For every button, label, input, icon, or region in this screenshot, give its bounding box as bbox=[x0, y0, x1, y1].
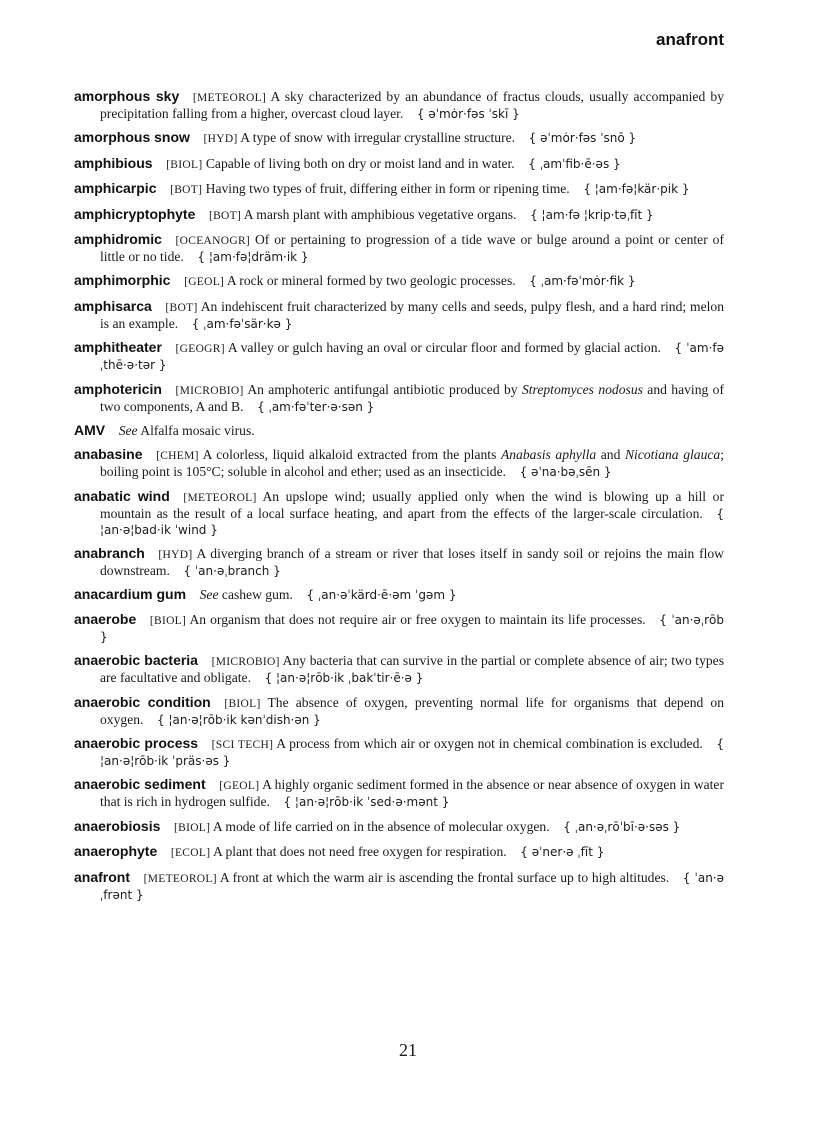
entry-field-label: [HYD] bbox=[203, 133, 238, 146]
entry-field-label: [CHEM] bbox=[156, 450, 199, 463]
entry-pronunciation: { əˈner·ə ˌfīt } bbox=[520, 845, 605, 860]
entry-pronunciation: { ¦an·ə¦rōb·ik kənˈdish·ən } bbox=[157, 712, 321, 727]
entry-headword: anabranch bbox=[74, 545, 145, 562]
entry-see-target: Alfalfa mosaic virus. bbox=[140, 422, 255, 438]
entry-pronunciation: { ˈan·əˌbranch } bbox=[183, 564, 281, 579]
entry-pronunciation: { ˌam·fəˈter·ə·sən } bbox=[257, 399, 375, 414]
dictionary-entry bbox=[74, 694, 724, 728]
entry-field-label: [BIOL] bbox=[166, 158, 203, 171]
entry-headword: amphicryptophyte bbox=[74, 205, 196, 222]
entry-taxon: Anabasis aphylla bbox=[500, 447, 597, 463]
entry-headword: amphitheater bbox=[74, 339, 162, 356]
entry-see-target: cashew gum. bbox=[221, 587, 293, 603]
entry-field-label: [MICROBIO] bbox=[175, 384, 244, 397]
entry-headword: amphidromic bbox=[74, 230, 162, 247]
entry-headword: anacardium gum bbox=[74, 586, 187, 603]
entry-definition: An amphoteric antifungal antibiotic produced by bbox=[247, 381, 522, 397]
entry-pronunciation: { əˈna·bəˌsēn } bbox=[519, 465, 612, 480]
entry-pronunciation: { ˌan·əˌrōˈbī·ə·səs } bbox=[563, 819, 681, 834]
entry-pronunciation: { ˌan·əˈkärd·ē·əm ˈgəm } bbox=[306, 588, 457, 603]
entry-pronunciation: { ¦an·ə¦rōb·ik ˈsed·ə·mənt } bbox=[283, 795, 450, 810]
entry-field-label: [GEOL] bbox=[219, 780, 260, 793]
dictionary-entry bbox=[74, 129, 724, 147]
entry-definition: Having two types of fruit, differing either in form or ripening time. bbox=[205, 181, 570, 197]
entry-definition: Capable of living both on dry or moist land and in water. bbox=[205, 155, 515, 171]
entry-definition: A valley or gulch having an oval or circular floor and formed by glacial action. bbox=[227, 340, 661, 356]
entry-definition: Any bacteria that can survive in the partial or complete absence of air; two types are facultative and obligate. bbox=[100, 653, 724, 686]
entry-pronunciation: { ˈan·əˌfrənt } bbox=[100, 870, 724, 902]
dictionary-entry bbox=[74, 446, 724, 480]
dictionary-entry bbox=[74, 611, 724, 645]
entry-field-label: [BIOL] bbox=[149, 614, 187, 627]
entry-field-label: [METEOROL] bbox=[143, 872, 217, 885]
entry-field-label: [GEOL] bbox=[184, 276, 225, 289]
entry-taxon: Streptomyces nodosus bbox=[521, 381, 643, 397]
dictionary-entry bbox=[74, 776, 724, 810]
entry-definition: A diverging branch of a stream or river that loses itself in sandy soil or rejoins the main flow downstream. bbox=[100, 546, 724, 579]
dictionary-entry bbox=[74, 488, 724, 538]
entry-definition: A marsh plant with amphibious vegetative organs. bbox=[243, 206, 517, 222]
entry-headword: anaerobic sediment bbox=[74, 776, 206, 793]
entry-headword: amphotericin bbox=[74, 380, 162, 397]
dictionary-entry bbox=[74, 545, 724, 579]
entry-definition: and having of two components, A and B. bbox=[100, 381, 724, 414]
entry-pronunciation: { ¦an·ə¦bad·ik ˈwind } bbox=[100, 506, 724, 537]
entry-definition: A mode of life carried on in the absence of molecular oxygen. bbox=[212, 818, 550, 834]
entry-taxon: Nicotiana glauca bbox=[624, 447, 721, 463]
entry-pronunciation: { əˈmȯr·fəs ˈskī } bbox=[416, 107, 520, 121]
entry-field-label: [BOT] bbox=[165, 301, 198, 314]
entry-definition: ; boiling point is 105°C; soluble in alcohol and ether; used as an insecticide. bbox=[100, 447, 724, 480]
dictionary-entry bbox=[74, 869, 724, 903]
dictionary-entry bbox=[74, 586, 724, 603]
entry-definition: An indehiscent fruit characterized by many cells and seeds, pulpy flesh, and a hard rind; melon is an example. bbox=[100, 298, 724, 331]
entry-pronunciation: { ¦an·ə¦rōb·ik ˌbakˈtir·ē·ə } bbox=[264, 671, 424, 686]
entry-definition: An upslope wind; usually applied only when the wind is blowing up a hill or mountain as the result of a local surface heating, and apart from the effects of the larger-scale circulation. bbox=[100, 488, 724, 521]
entry-field-label: [MICROBIO] bbox=[211, 656, 280, 669]
entry-definition: A type of snow with irregular crystalline structure. bbox=[240, 130, 516, 146]
entry-pronunciation: { ¦am·fə ¦krip·təˌfīt } bbox=[530, 207, 654, 222]
entry-definition: Of or pertaining to progression of a tide wave or bulge around a point or center of little or no tide. bbox=[100, 231, 724, 264]
entry-pronunciation: { əˈmȯr·fəs ˈsnō } bbox=[528, 131, 637, 146]
entry-headword: anaerobic bacteria bbox=[74, 652, 198, 669]
entry-field-label: [GEOGR] bbox=[175, 343, 225, 356]
entry-field-label: [BOT] bbox=[170, 184, 203, 197]
dictionary-entry bbox=[74, 298, 724, 332]
entry-headword: amphisarca bbox=[74, 297, 152, 314]
entry-headword: anaerobiosis bbox=[74, 817, 161, 834]
entry-headword: anaerobic condition bbox=[74, 693, 211, 710]
entry-see-label: See bbox=[118, 422, 138, 438]
entry-field-label: [METEOROL] bbox=[183, 491, 257, 504]
dictionary-entry bbox=[74, 422, 724, 439]
entry-headword: anabasine bbox=[74, 446, 143, 463]
entry-definition: A rock or mineral formed by two geologic processes. bbox=[226, 273, 516, 289]
page-number: 21 bbox=[399, 1040, 417, 1060]
dictionary-entry bbox=[74, 381, 724, 415]
entry-definition: A sky characterized by an abundance of fractus clouds, usually accompanied by precipitation falling from a higher, overcast cloud layer. bbox=[100, 89, 725, 121]
entry-field-label: [METEOROL] bbox=[192, 92, 267, 104]
entry-definition: and bbox=[596, 447, 625, 463]
entry-pronunciation: { ˌam·fəˈmȯr·fik } bbox=[529, 274, 636, 289]
dictionary-entry bbox=[74, 180, 724, 198]
dictionary-entry bbox=[74, 88, 724, 122]
entry-definition: A plant that does not need free oxygen for respiration. bbox=[212, 844, 507, 860]
entry-field-label: [SCI TECH] bbox=[211, 739, 274, 752]
entry-definition: A colorless, liquid alkaloid extracted from the plants bbox=[202, 447, 501, 463]
entry-definition: A highly organic sediment formed in the absence or near absence of oxygen in water that is rich in hydrogen sulfide. bbox=[100, 777, 724, 810]
entry-pronunciation: { ˈam·fəˌthē·ə·tər } bbox=[100, 341, 725, 373]
entry-see-label: See bbox=[199, 587, 219, 603]
entry-definition: A process from which air or oxygen not in chemical combination is excluded. bbox=[276, 736, 703, 752]
entry-definition: A front at which the warm air is ascending the frontal surface up to high altitudes. bbox=[219, 869, 670, 885]
entry-headword: amorphous sky bbox=[74, 88, 180, 104]
entry-headword: amphibious bbox=[74, 154, 153, 171]
entry-pronunciation: { ¦an·ə¦rōb·ik ˈpräs·əs } bbox=[100, 737, 725, 769]
entry-field-label: [OCEANOGR] bbox=[175, 234, 251, 247]
entry-headword: amorphous snow bbox=[74, 129, 190, 146]
dictionary-entry bbox=[74, 339, 724, 373]
entry-headword: anabatic wind bbox=[74, 487, 170, 504]
dictionary-entry bbox=[74, 272, 724, 290]
entry-field-label: [BIOL] bbox=[173, 821, 211, 834]
entry-headword: anaerophyte bbox=[74, 843, 158, 860]
dictionary-entry bbox=[74, 843, 724, 861]
entry-field-label: [BIOL] bbox=[224, 697, 261, 710]
entry-pronunciation: { ˈan·əˌrōb } bbox=[100, 612, 724, 644]
entry-definition: An organism that does not require air or free oxygen to maintain its life processes. bbox=[189, 611, 646, 627]
running-head: anafront bbox=[656, 30, 724, 49]
entry-definition: The absence of oxygen, preventing normal life for organisms that depend on oxygen. bbox=[100, 694, 725, 727]
entry-headword: amphicarpic bbox=[74, 180, 157, 197]
entry-field-label: [HYD] bbox=[158, 549, 193, 562]
entry-headword: anaerobic process bbox=[74, 735, 199, 752]
dictionary-entry bbox=[74, 818, 724, 836]
entry-headword: anaerobe bbox=[74, 610, 137, 627]
dictionary-entry bbox=[74, 652, 724, 686]
entry-list bbox=[74, 88, 724, 910]
entry-field-label: [BOT] bbox=[208, 209, 242, 222]
entry-pronunciation: { ¦am·fə¦dräm·ik } bbox=[197, 249, 309, 264]
dictionary-entry bbox=[74, 155, 724, 173]
entry-headword: amphimorphic bbox=[74, 272, 171, 289]
entry-headword: AMV bbox=[74, 421, 106, 438]
entry-field-label: [ECOL] bbox=[170, 847, 211, 860]
entry-pronunciation: { ˌamˈfib·ē·əs } bbox=[528, 156, 621, 171]
dictionary-entry bbox=[74, 206, 724, 224]
dictionary-entry bbox=[74, 231, 724, 265]
entry-headword: anafront bbox=[74, 868, 130, 885]
entry-pronunciation: { ˌam·fəˈsär·kə } bbox=[191, 316, 293, 331]
entry-pronunciation: { ¦am·fə¦kär·pik } bbox=[583, 182, 690, 197]
dictionary-entry bbox=[74, 735, 724, 769]
